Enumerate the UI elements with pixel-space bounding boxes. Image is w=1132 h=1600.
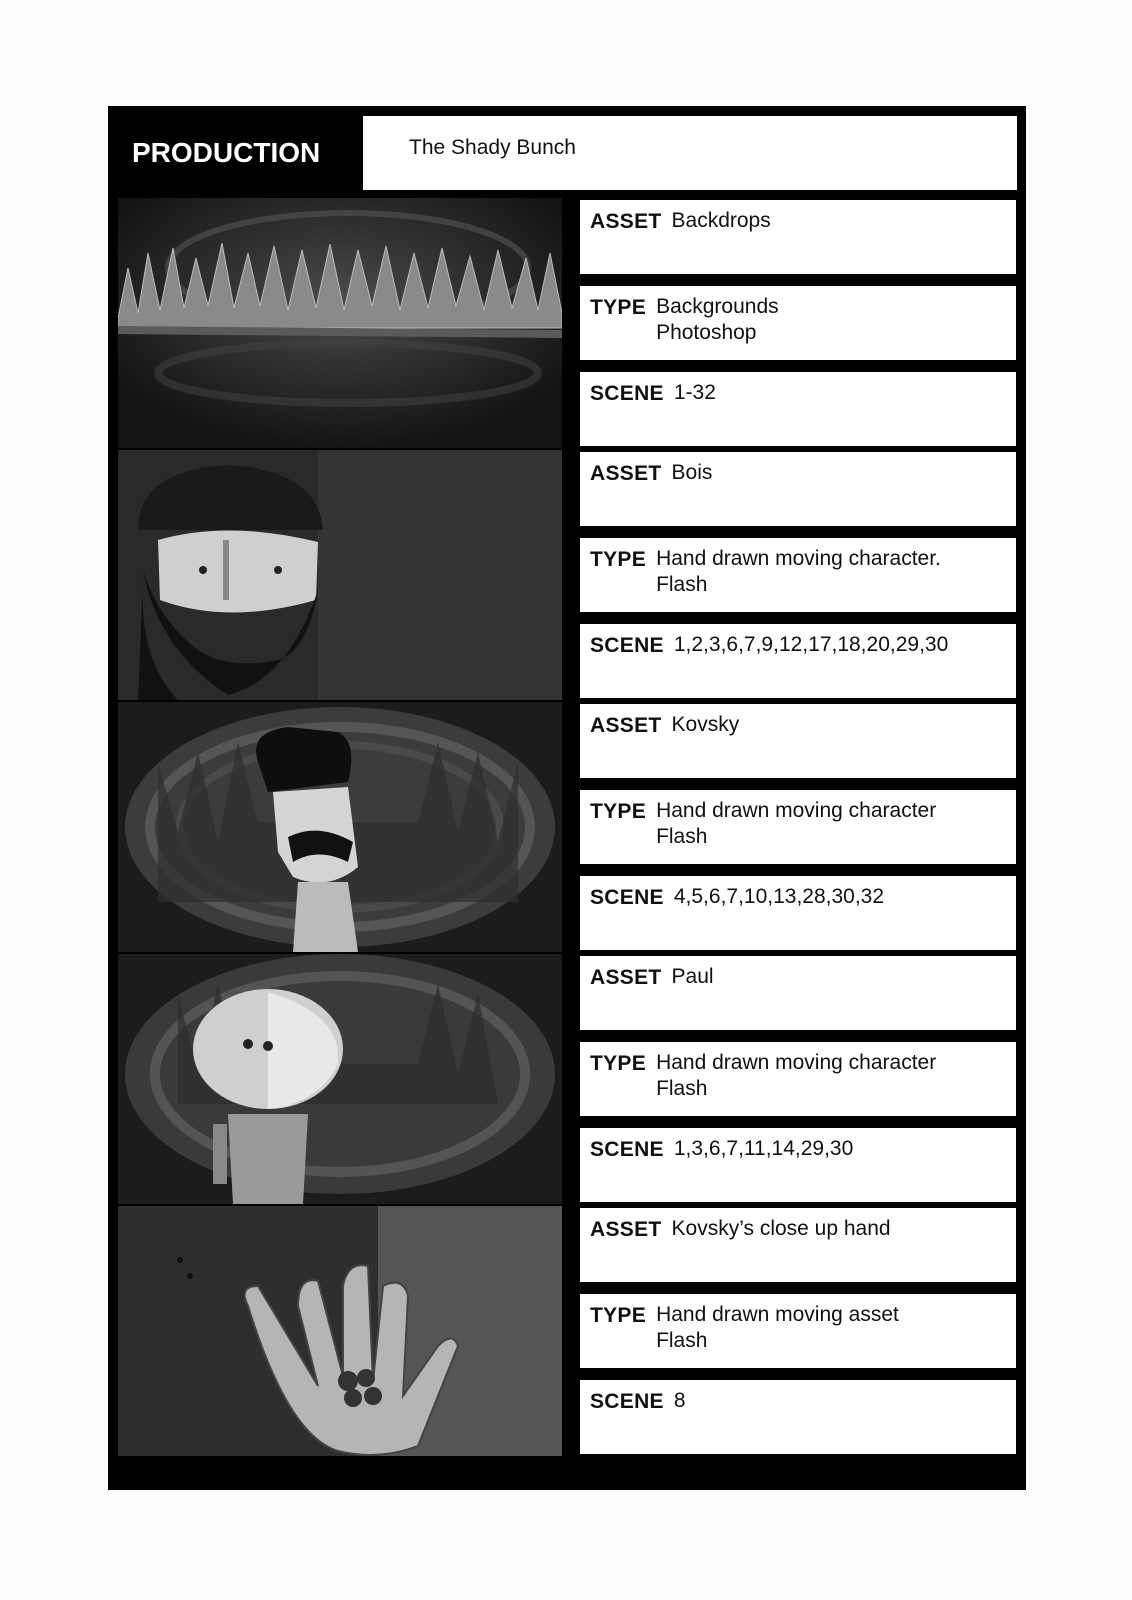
forest-backdrop-image bbox=[118, 198, 562, 448]
asset-scenes: 4,5,6,7,10,13,28,30,32 bbox=[673, 885, 885, 908]
type-label: TYPE bbox=[590, 1304, 647, 1327]
asset-row-paul bbox=[118, 954, 1016, 1204]
asset-cell bbox=[580, 200, 1016, 274]
asset-scenes: 1,3,6,7,11,14,29,30 bbox=[673, 1137, 854, 1160]
asset-type: Hand drawn moving character Flash bbox=[656, 799, 937, 848]
asset-row-hand bbox=[118, 1206, 1016, 1456]
asset-type: Backgrounds Photoshop bbox=[656, 295, 779, 344]
asset-name: Backdrops bbox=[671, 209, 771, 232]
type-label: TYPE bbox=[590, 800, 647, 823]
asset-cell bbox=[580, 704, 1016, 778]
asset-type: Hand drawn moving character. Flash bbox=[656, 547, 941, 596]
scene-label: SCENE bbox=[590, 1390, 664, 1413]
asset-cell bbox=[580, 956, 1016, 1030]
asset-label: ASSET bbox=[590, 966, 662, 989]
asset-label: ASSET bbox=[590, 1218, 662, 1241]
asset-cell bbox=[580, 452, 1016, 526]
asset-scenes: 8 bbox=[673, 1389, 686, 1412]
scene-label: SCENE bbox=[590, 382, 664, 405]
scene-cell bbox=[580, 372, 1016, 446]
scene-label: SCENE bbox=[590, 886, 664, 909]
hand-closeup-image bbox=[118, 1206, 562, 1456]
asset-label: ASSET bbox=[590, 462, 662, 485]
asset-sheet bbox=[108, 106, 1026, 1490]
asset-row-bois bbox=[118, 450, 1016, 700]
asset-row-backdrops bbox=[118, 198, 1016, 448]
type-cell bbox=[580, 790, 1016, 864]
asset-cell bbox=[580, 1208, 1016, 1282]
asset-name: Kovsky’s close up hand bbox=[671, 1217, 891, 1240]
paul-character-image bbox=[118, 954, 562, 1204]
type-label: TYPE bbox=[590, 548, 647, 571]
type-label: TYPE bbox=[590, 1052, 647, 1075]
scene-label: SCENE bbox=[590, 1138, 664, 1161]
asset-name: Kovsky bbox=[671, 713, 740, 736]
bearded-man-image bbox=[118, 450, 562, 700]
asset-label: ASSET bbox=[590, 714, 662, 737]
scene-cell bbox=[580, 624, 1016, 698]
scene-label: SCENE bbox=[590, 634, 664, 657]
kovsky-character-image bbox=[118, 702, 562, 952]
type-cell bbox=[580, 538, 1016, 612]
type-cell bbox=[580, 1042, 1016, 1116]
asset-scenes: 1,2,3,6,7,9,12,17,18,20,29,30 bbox=[673, 633, 949, 656]
asset-scenes: 1-32 bbox=[673, 381, 716, 404]
scene-cell bbox=[580, 876, 1016, 950]
scene-cell bbox=[580, 1380, 1016, 1454]
asset-name: Paul bbox=[671, 965, 714, 988]
type-cell bbox=[580, 1294, 1016, 1368]
asset-label: ASSET bbox=[590, 210, 662, 233]
asset-type: Hand drawn moving character Flash bbox=[656, 1051, 937, 1100]
asset-name: Bois bbox=[671, 461, 713, 484]
production-label: PRODUCTION bbox=[118, 116, 351, 190]
type-label: TYPE bbox=[590, 296, 647, 319]
type-cell bbox=[580, 286, 1016, 360]
asset-row-kovsky bbox=[118, 702, 1016, 952]
asset-type: Hand drawn moving asset Flash bbox=[656, 1303, 899, 1352]
production-title: The Shady Bunch bbox=[363, 116, 1017, 190]
scene-cell bbox=[580, 1128, 1016, 1202]
